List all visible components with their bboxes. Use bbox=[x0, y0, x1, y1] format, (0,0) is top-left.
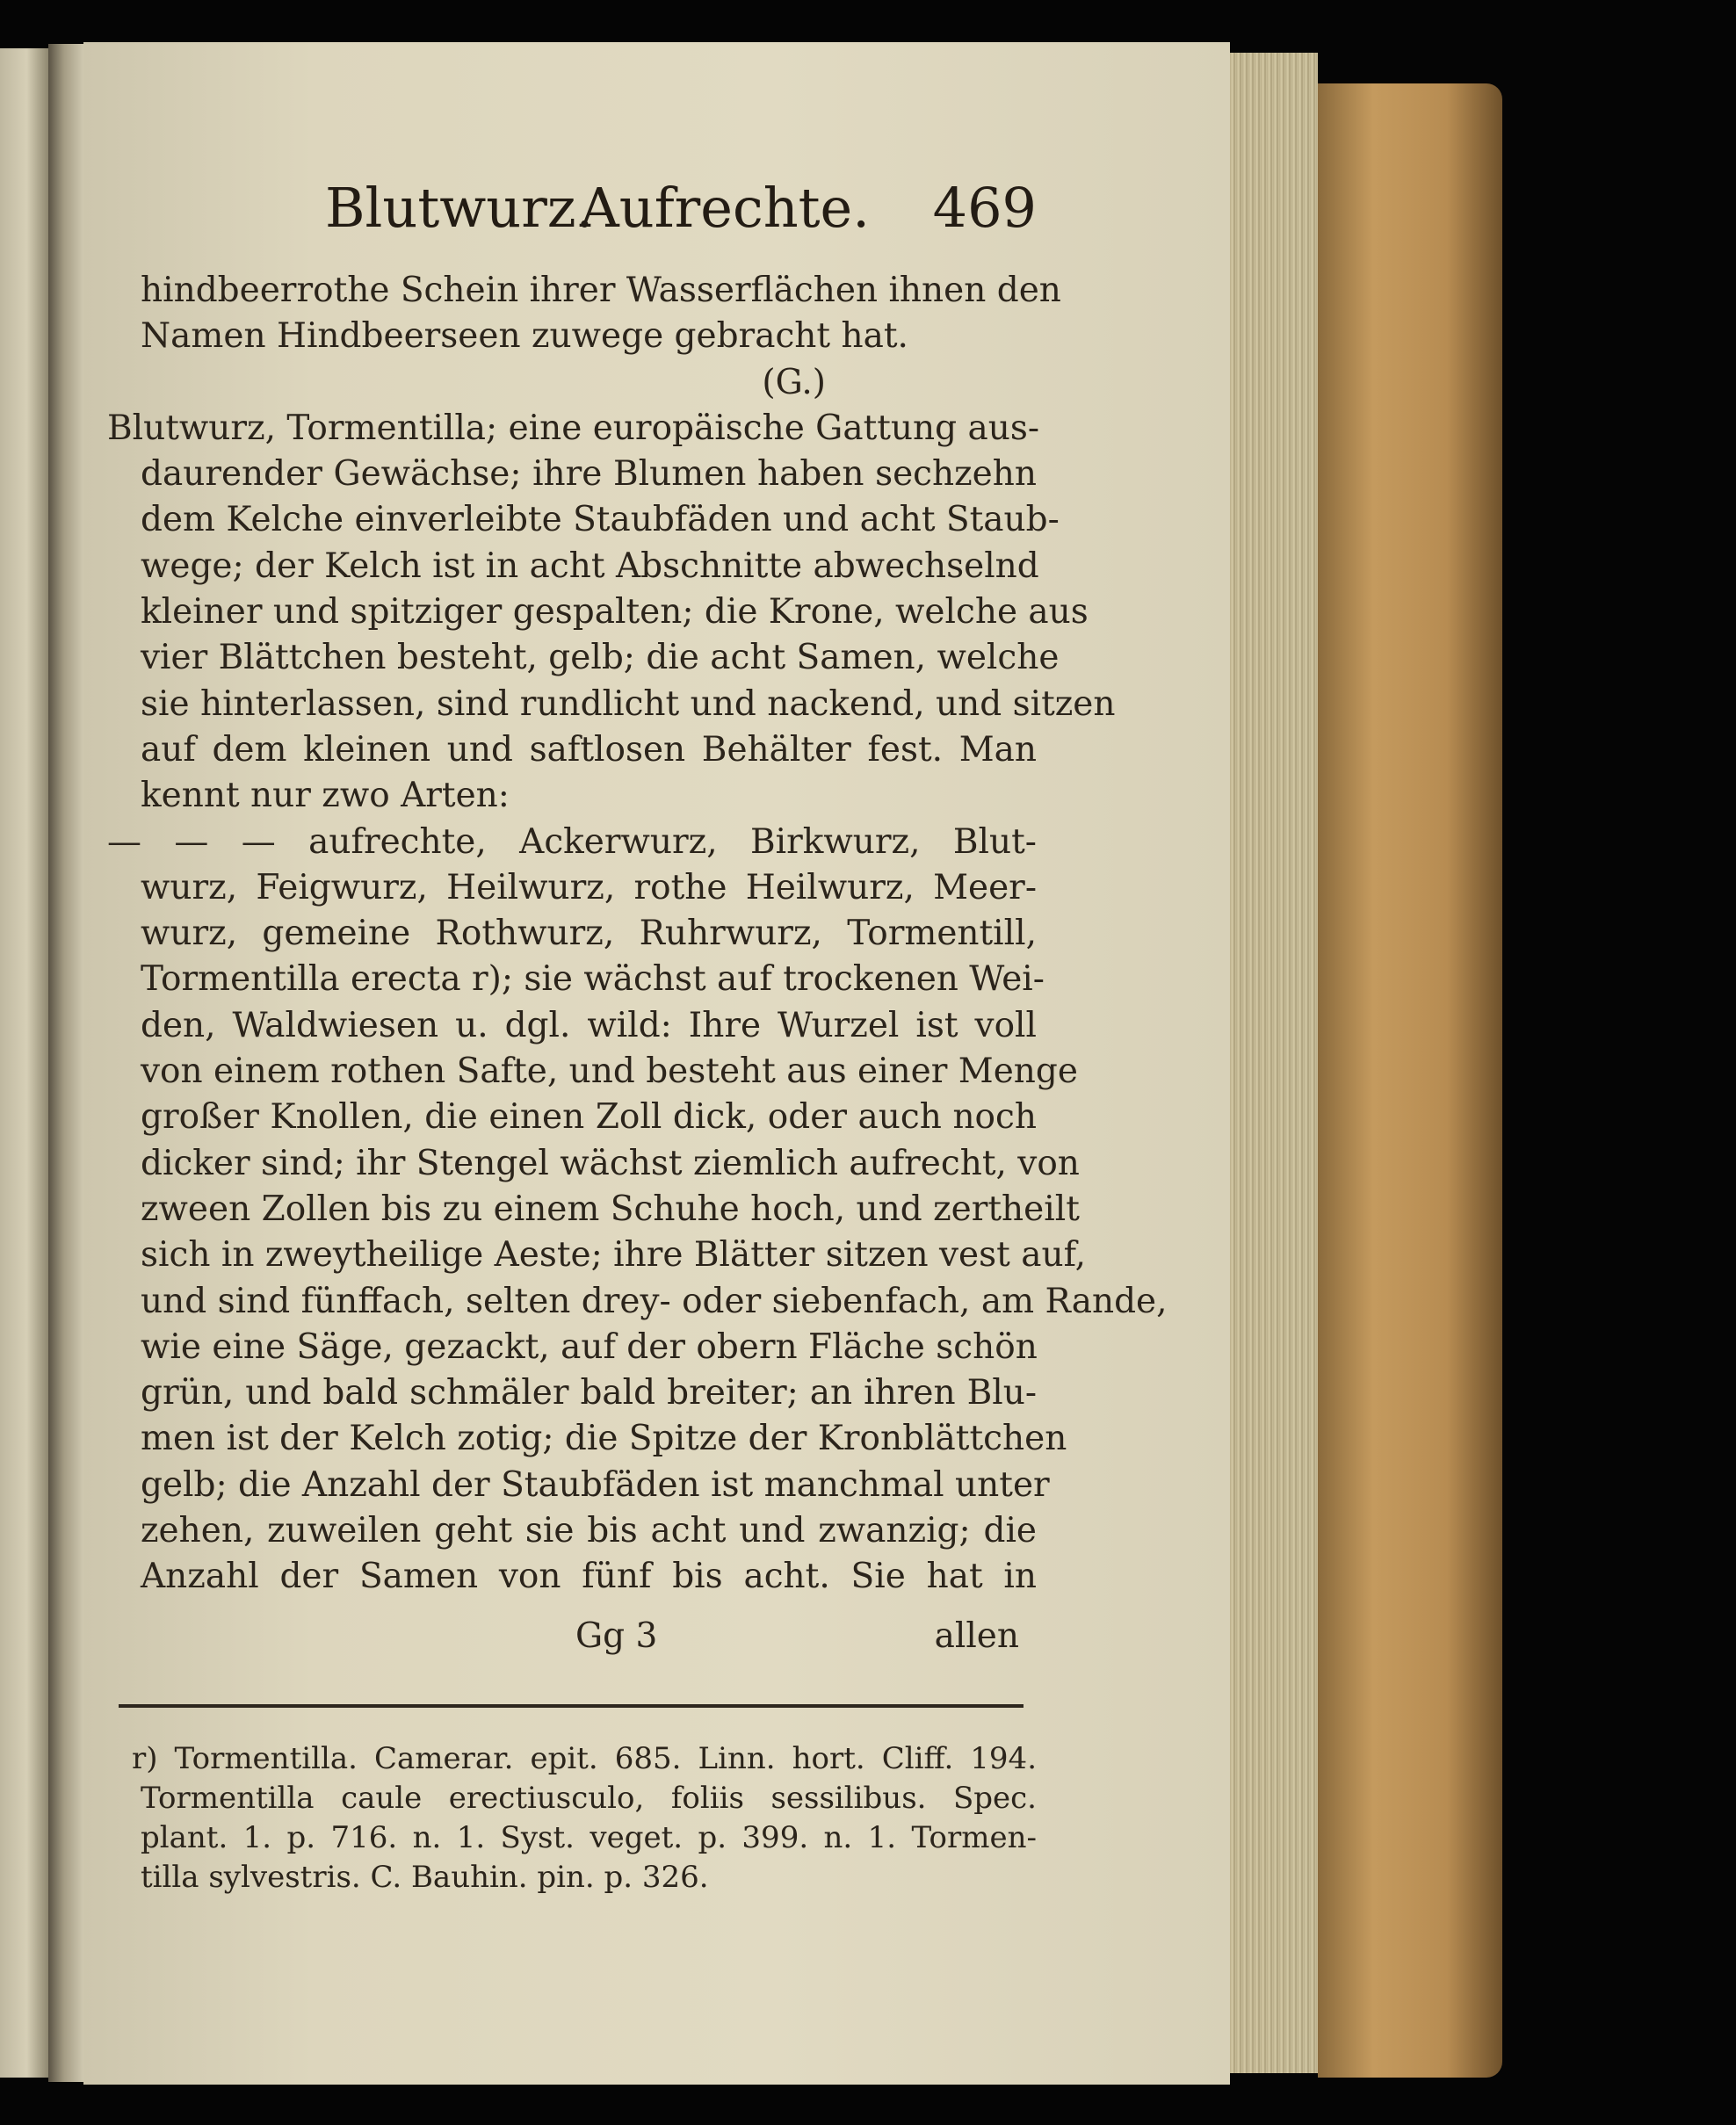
species-heading-line: — — — aufrechte, Ackerwurz, Birkwurz, Blut- bbox=[107, 821, 1037, 862]
main-text-block bbox=[107, 268, 1168, 1601]
text-line: wie eine Säge, gezackt, auf der obern Fläche schön bbox=[141, 1326, 1038, 1367]
text-line: von einem rothen Safte, und besteht aus einer Menge bbox=[141, 1052, 1078, 1092]
running-head-left: Blutwurz. bbox=[325, 176, 594, 240]
text-line: kleiner und spitziger gespalten; die Krone, welche aus bbox=[141, 592, 1089, 632]
entry-heading-line: Blutwurz, Tormentilla; eine europäische Gattung aus- bbox=[107, 408, 1040, 448]
page-number: 469 bbox=[932, 176, 1037, 240]
text-line: gelb; die Anzahl der Staubfäden ist manchmal unter bbox=[141, 1464, 1050, 1505]
text-line: und sind fünffach, selten drey- oder siebenfach, am Rande, bbox=[141, 1281, 1168, 1321]
running-head-center: Aufrechte. bbox=[580, 176, 870, 240]
footnote-rule bbox=[119, 1704, 1024, 1708]
text-line: großer Knollen, die einen Zoll dick, oder auch noch bbox=[141, 1097, 1037, 1138]
text-line: Tormentilla erecta r); sie wächst auf trockenen Wei- bbox=[141, 959, 1045, 1000]
text-line: grün, und bald schmäler bald breiter; an ihren Blu- bbox=[141, 1373, 1037, 1413]
author-signature-mark: (G.) bbox=[762, 362, 826, 402]
text-line: dicker sind; ihr Stengel wächst ziemlich aufrecht, von bbox=[141, 1143, 1080, 1183]
text-line: men ist der Kelch zotig; die Spitze der Kronblättchen bbox=[141, 1419, 1067, 1459]
running-head bbox=[325, 176, 1037, 246]
footnote-line: plant. 1. p. 716. n. 1. Syst. veget. p. 399. n. 1. Tormen- bbox=[141, 1820, 1037, 1855]
signature-row bbox=[141, 1616, 1037, 1665]
footnote-line: r) Tormentilla. Camerar. epit. 685. Linn. hort. Cliff. 194. bbox=[132, 1741, 1037, 1776]
text-line: vier Blättchen besteht, gelb; die acht Samen, welche bbox=[141, 638, 1060, 678]
text-line: auf dem kleinen und saftlosen Behälter fest. Man bbox=[141, 729, 1037, 770]
text-line: kennt nur zwo Arten: bbox=[141, 776, 510, 816]
footnote-block bbox=[132, 1739, 1037, 1897]
text-line: Namen Hindbeerseen zuwege gebracht hat. bbox=[141, 316, 908, 357]
leather-cover-edge bbox=[1318, 83, 1502, 2078]
book-gutter bbox=[48, 44, 83, 2082]
text-line: hindbeerrothe Schein ihrer Wasserflächen ihnen den bbox=[141, 271, 1061, 310]
text-line: sie hinterlassen, sind rundlicht und nackend, und sitzen bbox=[141, 683, 1116, 724]
text-line: wege; der Kelch ist in acht Abschnitte abwechselnd bbox=[141, 546, 1039, 586]
signature-mark: Gg 3 bbox=[575, 1616, 658, 1656]
text-line: sich in zweytheilige Aeste; ihre Blätter sitzen vest auf, bbox=[141, 1235, 1087, 1276]
text-line: wurz, Feigwurz, Heilwurz, rothe Heilwurz, Meer- bbox=[141, 867, 1037, 907]
text-line: zween Zollen bis zu einem Schuhe hoch, und zertheilt bbox=[141, 1189, 1080, 1229]
text-line: Anzahl der Samen von fünf bis acht. Sie hat in bbox=[141, 1557, 1037, 1597]
footnote-line: tilla sylvestris. C. Bauhin. pin. p. 326. bbox=[141, 1860, 709, 1895]
text-line: zehen, zuweilen geht sie bis acht und zwanzig; die bbox=[141, 1511, 1037, 1551]
text-line: den, Waldwiesen u. dgl. wild: Ihre Wurzel ist voll bbox=[141, 1005, 1037, 1045]
left-page-edge bbox=[0, 48, 48, 2078]
text-line: dem Kelche einverleibte Staubfäden und acht Staub- bbox=[141, 500, 1060, 540]
page-block-edges bbox=[1230, 53, 1318, 2073]
footnote-line: Tormentilla caule erectiusculo, foliis sessilibus. Spec. bbox=[141, 1781, 1037, 1816]
text-line: daurender Gewächse; ihre Blumen haben sechzehn bbox=[141, 454, 1037, 495]
text-line: wurz, gemeine Rothwurz, Ruhrwurz, Tormentill, bbox=[141, 914, 1037, 954]
catchword: allen bbox=[934, 1616, 1019, 1656]
